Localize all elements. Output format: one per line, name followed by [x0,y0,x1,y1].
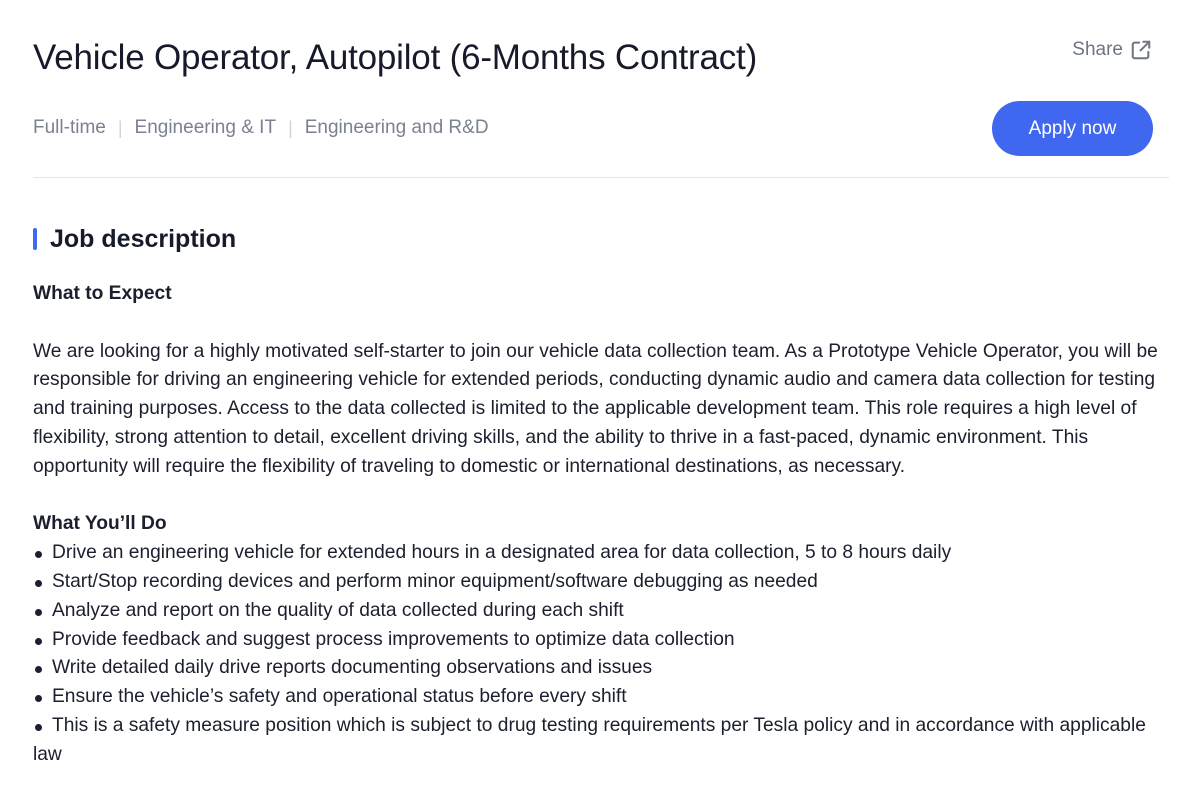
share-label: Share [1072,39,1123,60]
list-item-text: Start/Stop recording devices and perform minor equipment/software debugging as needed [52,570,818,592]
list-item-text: Provide feedback and suggest process improvements to optimize data collection [52,628,735,650]
section-title-label: Job description [50,225,237,253]
list-item [33,597,1173,626]
section-title-job-description [33,224,236,254]
job-title: Vehicle Operator, Autopilot (6-Months Contract) [33,38,758,77]
expect-paragraph: We are looking for a highly motivated self-starter to join our vehicle data collection team. As a Prototype Vehicle Operator, you will be responsible for driving an engineering vehicle for extended periods, conducting dynamic audio and camera data collection for testing and training purposes. Access to the data collected is limited to the applicable development team. This role requires a high level of flexibility, strong attention to detail, excellent driving skills, and the ability to thrive in a fast-paced, dynamic environment. This opportunity will require the flexibility of traveling to domestic or international destinations, as necessary. [33,340,1158,477]
section-accent-bar [33,228,37,250]
bullet-icon [35,724,42,731]
list-item [33,712,1173,770]
list-item [33,654,1173,683]
list-item-text: Ensure the vehicle’s safety and operational status before every shift [52,686,627,708]
list-item [33,626,1173,655]
heading-what-youll-do: What You’ll Do [33,513,167,535]
list-item-text: This is a safety measure position which is subject to drug testing requirements per Tesla policy and in accordance with applicable law [33,714,1146,765]
meta-separator: | [288,118,293,138]
bullet-icon [35,580,42,587]
bullet-icon [35,638,42,645]
responsibilities-list [33,539,1173,769]
list-item-text: Analyze and report on the quality of data collected during each shift [52,599,624,621]
job-description-body [33,280,1173,770]
bullet-icon [35,551,42,558]
list-item [33,568,1173,597]
meta-separator: | [117,118,123,138]
header-divider [33,177,1169,178]
meta-employment-type: Full-time [33,117,106,138]
list-item-text: Write detailed daily drive reports documenting observations and issues [52,657,653,679]
bullet-icon [35,666,42,673]
apply-now-button[interactable]: Apply now [992,101,1153,156]
bullet-icon [35,695,42,702]
list-item-text: Drive an engineering vehicle for extended hours in a designated area for data collection, 5 to 8 hours daily [52,542,952,564]
list-item [33,683,1173,712]
heading-what-to-expect: What to Expect [33,283,172,304]
meta-department: Engineering & IT [134,117,277,138]
job-meta [33,116,489,140]
spacer [33,482,1173,511]
share-external-icon [1130,39,1152,61]
bullet-icon [35,609,42,616]
share-button[interactable] [1072,38,1152,62]
meta-team: Engineering and R&D [304,117,489,138]
list-item [33,539,1173,568]
